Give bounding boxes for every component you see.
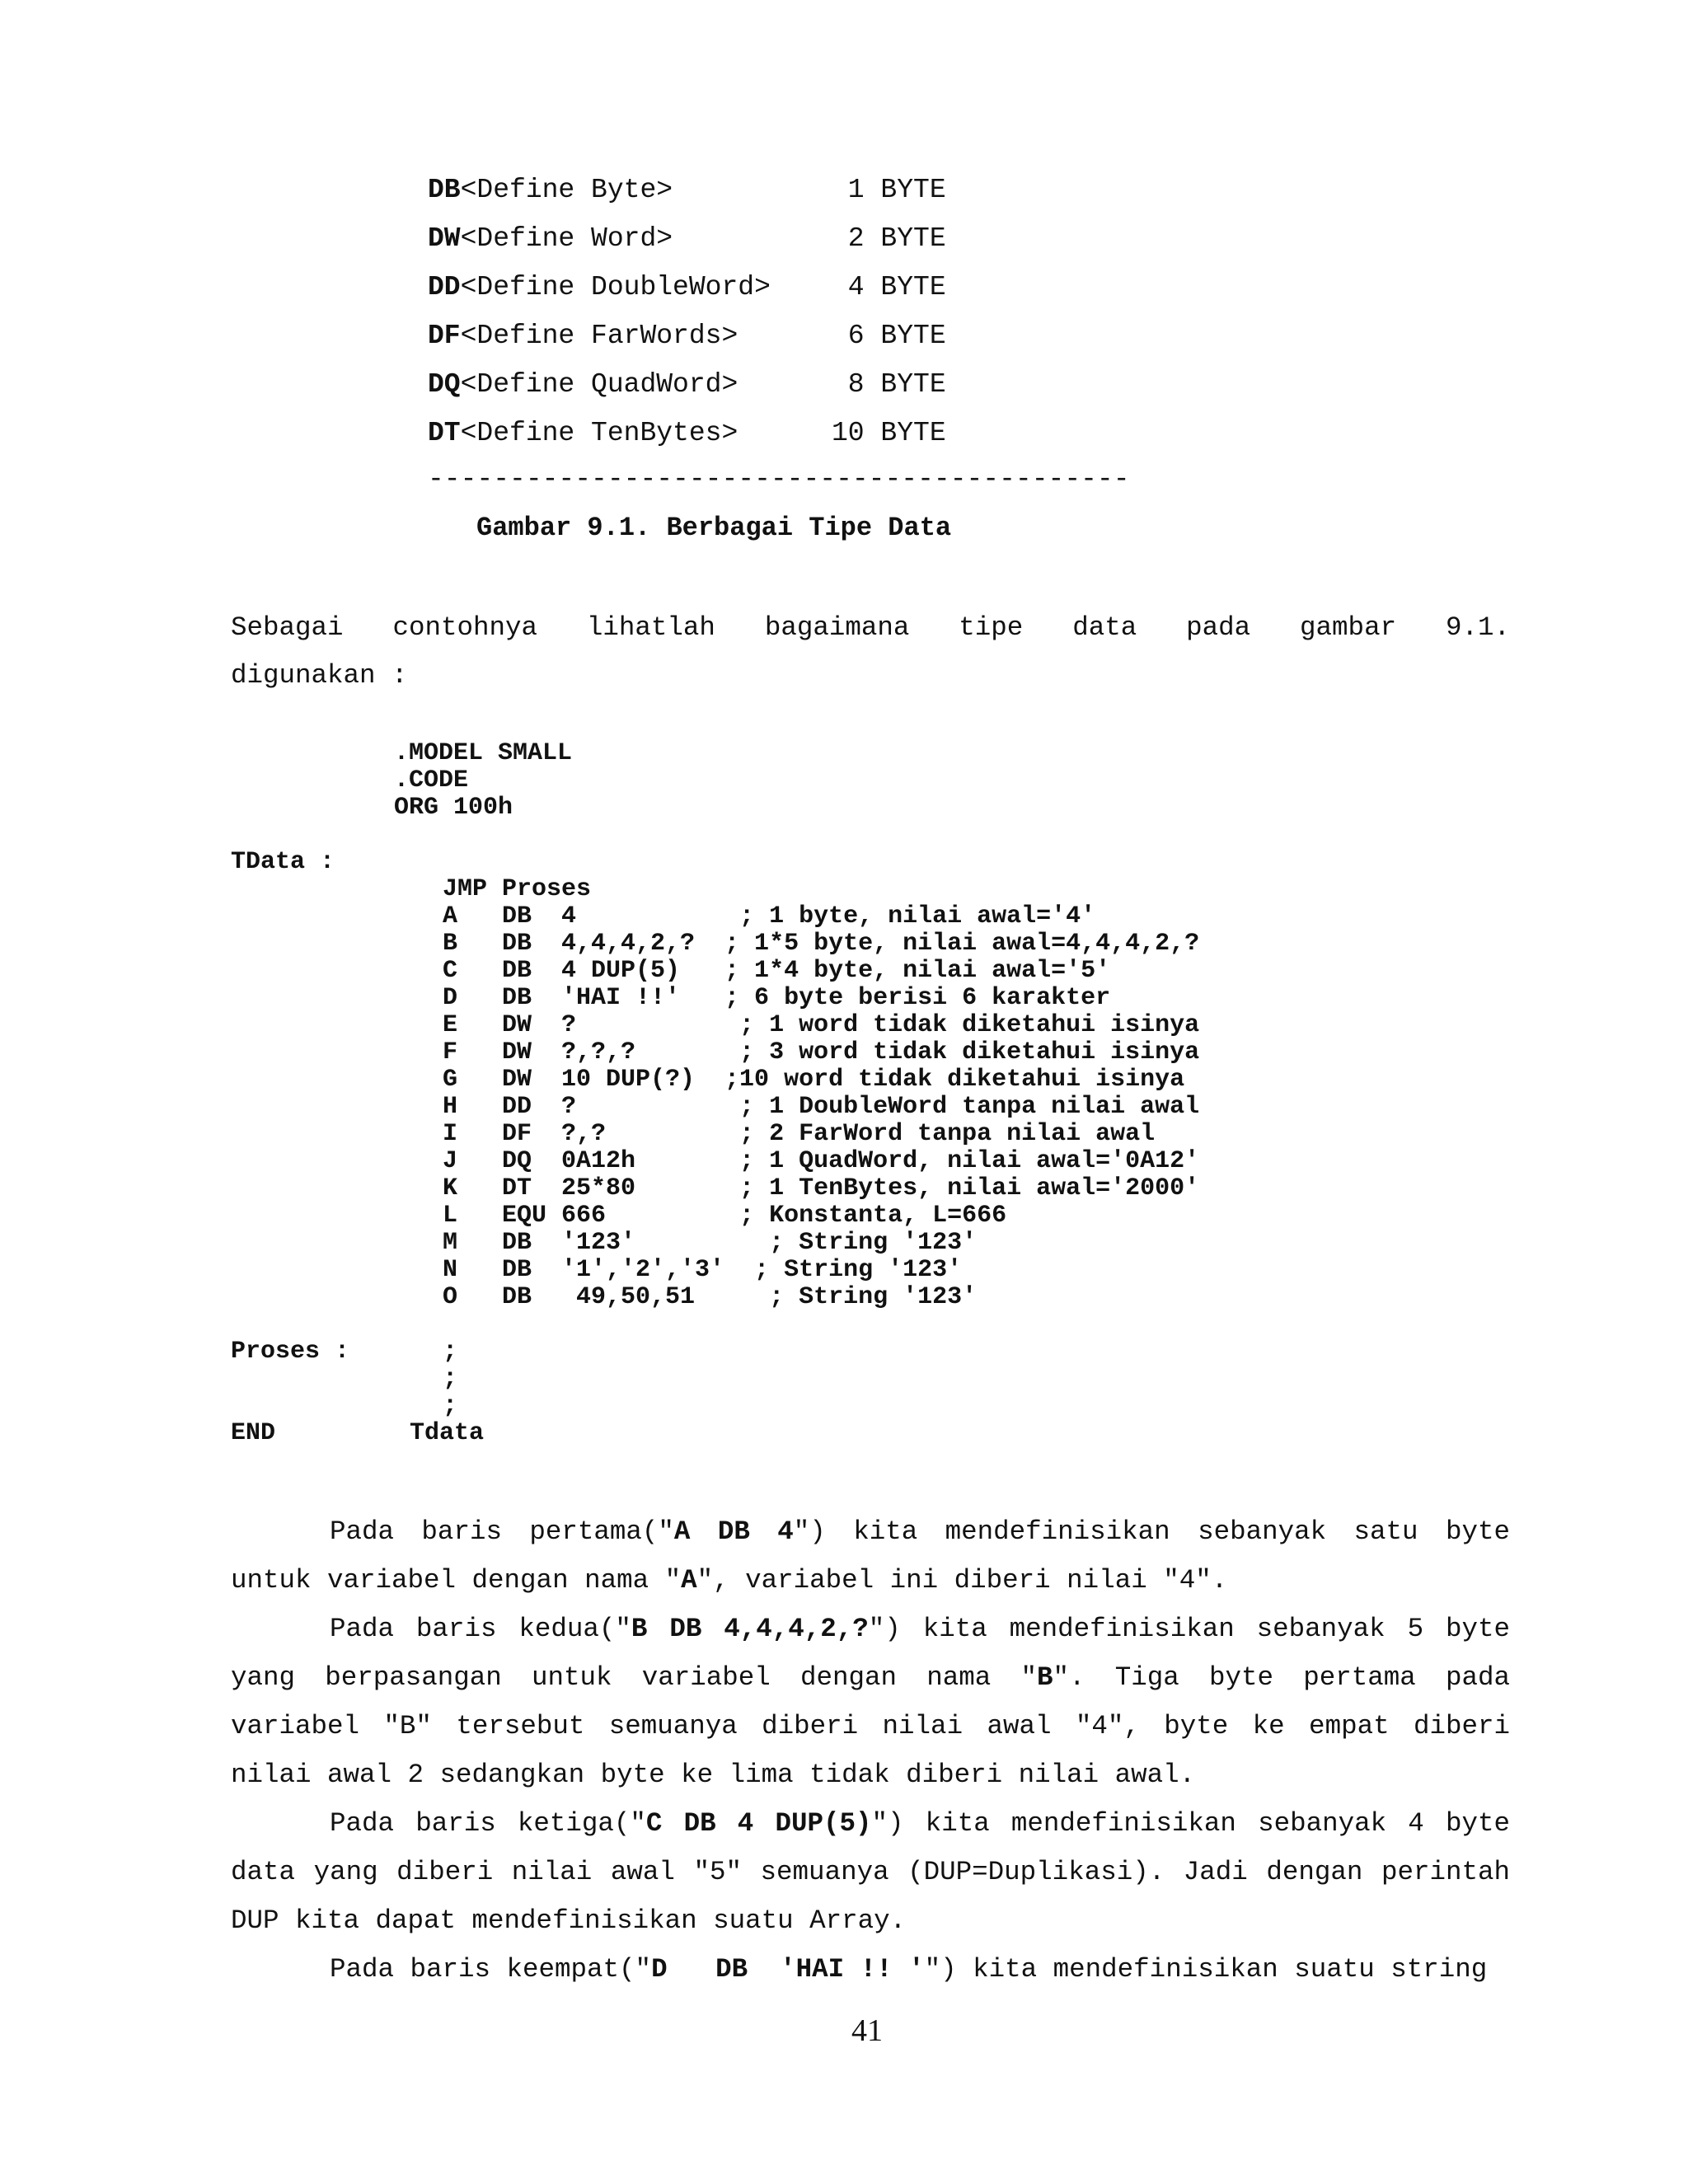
type-desc: <Define FarWords> xyxy=(460,321,738,351)
text-run: ") kita mendefinisikan suatu string xyxy=(924,1954,1488,1985)
page-number: 41 xyxy=(851,2013,883,2048)
paragraph-line xyxy=(330,1954,1487,1985)
code-line: D DB 'HAI !!' ; 6 byte berisi 6 karakter xyxy=(443,984,1111,1012)
text-run: ") kita mendefinisikan sebanyak 4 byte xyxy=(871,1808,1511,1839)
data-type-row xyxy=(428,418,946,448)
code-label-proses: Proses : xyxy=(231,1338,350,1366)
data-type-row xyxy=(428,369,946,400)
text-run: ") kita mendefinisikan sebanyak satu byte xyxy=(793,1516,1510,1547)
code-line: N DB '1','2','3' ; String '123' xyxy=(443,1256,963,1284)
type-desc: <Define Byte> xyxy=(460,175,673,205)
type-size: 6 BYTE xyxy=(832,321,946,351)
data-type-row xyxy=(428,223,946,254)
code-end: END xyxy=(231,1419,276,1447)
paragraph-line xyxy=(231,1662,1510,1693)
type-code: DQ xyxy=(428,369,461,400)
type-code: DW xyxy=(428,223,461,254)
text-run: ") kita mendefinisikan sebanyak 5 byte xyxy=(868,1614,1511,1644)
type-code: DF xyxy=(428,321,461,351)
paragraph-line: DUP kita dapat mendefinisikan suatu Array. xyxy=(231,1905,907,1936)
text-run: Pada baris keempat(" xyxy=(330,1954,652,1985)
type-desc: <Define Word> xyxy=(460,223,673,254)
code-jmp: JMP Proses xyxy=(443,875,592,903)
text-run: Pada baris kedua(" xyxy=(330,1614,631,1644)
type-desc: <Define DoubleWord> xyxy=(460,272,771,302)
code-ref: B xyxy=(1036,1662,1053,1693)
code-line: I DF ?,? ; 2 FarWord tanpa nilai awal xyxy=(443,1120,1156,1148)
code-ref: D DB 'HAI !! ' xyxy=(651,1954,925,1985)
code-header-code: .CODE xyxy=(394,766,469,794)
code-semicolon: ; xyxy=(443,1365,458,1393)
data-type-row xyxy=(428,175,946,205)
type-size: 4 BYTE xyxy=(832,272,946,302)
type-size: 2 BYTE xyxy=(832,223,946,254)
code-line: G DW 10 DUP(?) ;10 word tidak diketahui isinya xyxy=(443,1066,1185,1094)
type-desc: <Define TenBytes> xyxy=(460,418,738,448)
paragraph-line xyxy=(231,1614,1510,1644)
paragraph-line: data yang diberi nilai awal "5" semuanya (DUP=Duplikasi). Jadi dengan perintah xyxy=(231,1857,1510,1887)
code-ref: B DB 4,4,4,2,? xyxy=(631,1614,869,1644)
code-line: L EQU 666 ; Konstanta, L=666 xyxy=(443,1202,1007,1230)
figure-caption: Gambar 9.1. Berbagai Tipe Data xyxy=(476,513,952,543)
paragraph-line xyxy=(231,1516,1510,1547)
code-line: K DT 25*80 ; 1 TenBytes, nilai awal='2000' xyxy=(443,1174,1200,1202)
code-end-target: Tdata xyxy=(410,1419,485,1447)
text-run: ". Tiga byte pertama pada xyxy=(1053,1662,1510,1693)
data-type-row xyxy=(428,321,946,351)
type-code: DB xyxy=(428,175,461,205)
paragraph-line xyxy=(231,1565,1227,1596)
code-ref: A xyxy=(681,1565,697,1596)
type-code: DD xyxy=(428,272,461,302)
text-run: ", variabel ini diberi nilai "4". xyxy=(696,1565,1228,1596)
code-line: F DW ?,?,? ; 3 word tidak diketahui isinya xyxy=(443,1038,1200,1066)
code-line: A DB 4 ; 1 byte, nilai awal='4' xyxy=(443,902,1096,930)
text-run: Pada baris pertama(" xyxy=(330,1516,674,1547)
code-ref: A DB 4 xyxy=(673,1516,794,1547)
code-line: O DB 49,50,51 ; String '123' xyxy=(443,1283,978,1311)
code-line: J DQ 0A12h ; 1 QuadWord, nilai awal='0A12' xyxy=(443,1147,1200,1175)
code-line: C DB 4 DUP(5) ; 1*4 byte, nilai awal='5' xyxy=(443,957,1111,985)
type-size: 10 BYTE xyxy=(832,418,946,448)
data-type-row xyxy=(428,272,946,302)
text-run: untuk variabel dengan nama " xyxy=(231,1565,682,1596)
code-line: B DB 4,4,4,2,? ; 1*5 byte, nilai awal=4,4,4,2,? xyxy=(443,930,1200,958)
code-line: E DW ? ; 1 word tidak diketahui isinya xyxy=(443,1011,1200,1039)
intro-line-1: Sebagai contohnya lihatlah bagaimana tipe data pada gambar 9.1. xyxy=(231,612,1510,643)
paragraph-line xyxy=(231,1808,1510,1839)
paragraph-line: variabel "B" tersebut semuanya diberi nilai awal "4", byte ke empat diberi xyxy=(231,1711,1510,1741)
code-semicolon: ; xyxy=(443,1392,458,1420)
table-rule: ------------------------------------------- xyxy=(428,464,1130,494)
type-code: DT xyxy=(428,418,461,448)
type-desc: <Define QuadWord> xyxy=(460,369,738,400)
text-run: yang berpasangan untuk variabel dengan nama " xyxy=(231,1662,1037,1693)
intro-line-2: digunakan : xyxy=(231,660,408,691)
type-size: 1 BYTE xyxy=(832,175,946,205)
code-semicolon: ; xyxy=(443,1338,458,1366)
code-ref: C DB 4 DUP(5) xyxy=(645,1808,872,1839)
text-run: Pada baris ketiga(" xyxy=(330,1808,646,1839)
code-line: H DD ? ; 1 DoubleWord tanpa nilai awal xyxy=(443,1093,1200,1121)
code-header-model: .MODEL SMALL xyxy=(394,739,573,767)
code-label-tdata: TData : xyxy=(231,848,335,876)
code-header-org: ORG 100h xyxy=(394,794,513,822)
paragraph-line: nilai awal 2 sedangkan byte ke lima tidak diberi nilai awal. xyxy=(231,1760,1196,1790)
type-size: 8 BYTE xyxy=(832,369,946,400)
code-line: M DB '123' ; String '123' xyxy=(443,1229,978,1257)
